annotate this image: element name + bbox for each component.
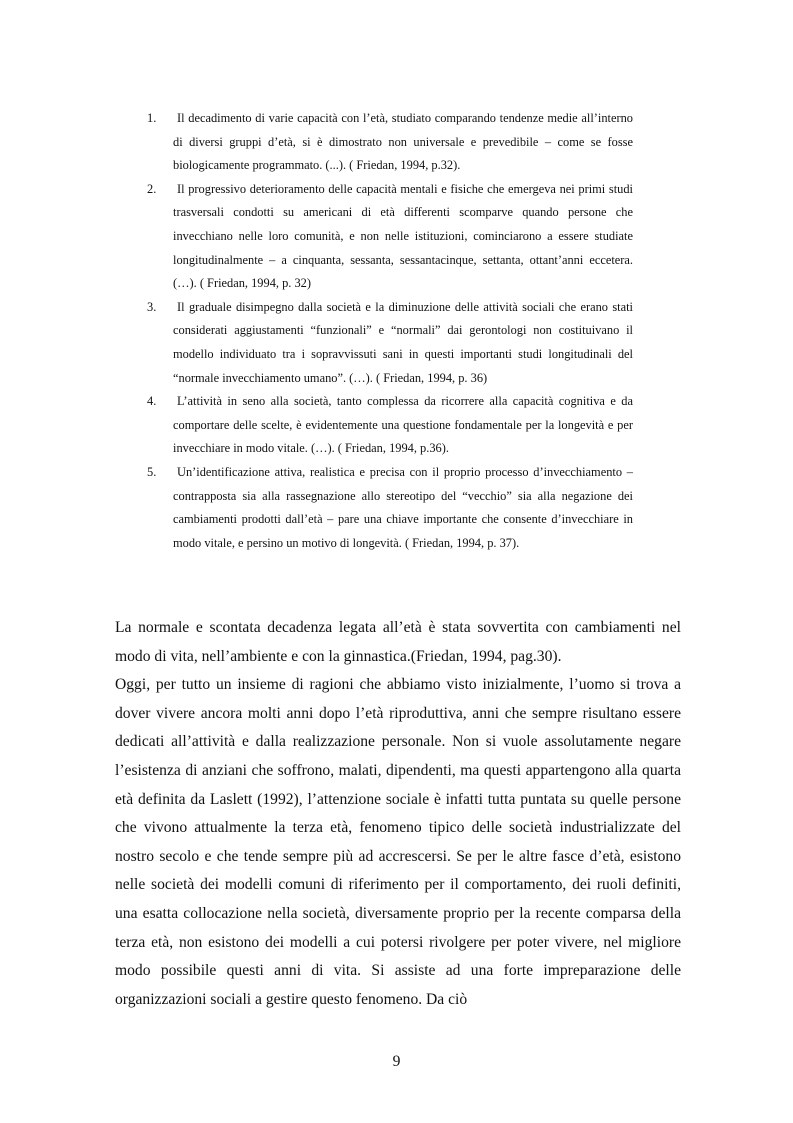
list-item-number: 2. [147,181,157,196]
list-item [147,461,633,555]
list-item-text: Il graduale disimpegno dalla società e la diminuzione delle attività sociali che erano stati considerati aggiustamenti “funzionali” e “normali” dai gerontologi non costituivano il modello individuato tra i sopravvissuti sani in questi importanti studi longitudinali del “normale invecchiamento umano”. (…). ( Friedan, 1994, p. 36) [173,299,633,385]
body-text [115,614,681,1014]
list-item [147,390,633,461]
list-item [147,107,633,178]
list-item-number: 3. [147,299,157,314]
list-item [147,296,633,390]
quotation-list [147,107,633,555]
paragraph-1: La normale e scontata decadenza legata all’età è stata sovvertita con cambiamenti nel modo di vita, nell’ambiente e con la ginnastica.(Friedan, 1994, pag.30). [115,619,681,665]
list-item-text: Il progressivo deterioramento delle capacità mentali e fisiche che emergeva nei primi studi trasversali condotti su americani di età differenti scomparve quando persone che invecchiano nelle loro comunità, e non nelle istituzioni, cominciarono a essere studiate longitudinalmente – a cinquanta, sessanta, sessantacinque, settanta, ottant’anni eccetera. (…). ( Friedan, 1994, p. 32) [173,181,633,291]
list-item-text: Il decadimento di varie capacità con l’età, studiato comparando tendenze medie all’interno di diversi gruppi d’età, si è dimostrato non universale e prevedibile – come se fosse biologicamente programmato. (...). ( Friedan, 1994, p.32). [173,111,633,173]
list-item-number: 4. [147,394,157,409]
paragraph-2: Oggi, per tutto un insieme di ragioni che abbiamo visto inizialmente, l’uomo si trova a dover vivere ancora molti anni dopo l’età riproduttiva, anni che sempre risultano essere dedicati all’attività e dalla realizzazione personale. Non si vuole assolutamente negare l’esistenza di anziani che soffrono, malati, dipendenti, ma questi appartengono alla quarta età definita da Laslett (1992), l’attenzione sociale è infatti tutta puntata su quelle persone che vivono attualmente la terza età, fenomeno tipico delle società industrializzate del nostro secolo e che tende sempre più ad accrescersi. Se per le altre fasce d’età, esistono nelle società dei modelli comuni di riferimento per il comportamento, dei ruoli definiti, una esatta collocazione nella società, diversamente proprio per la recente comparsa della terza età, non esistono dei modelli a cui potersi rivolgere per poter vivere, nel migliore modo possibile questi anni di vita. Si assiste ad una forte impreparazione delle organizzazioni sociali a gestire questo fenomeno. Da ciò [115,676,681,1008]
list-item-text: Un’identificazione attiva, realistica e precisa con il proprio processo d’invecchiamento – contrapposta sia alla rassegnazione allo stereotipo del “vecchio” sia alla negazione dei cambiamenti prodotti dall’età – pare una chiave importante che consente d’invecchiare in modo vitale, e persino un motivo di longevità. ( Friedan, 1994, p. 37). [173,464,633,550]
list-item-number: 1. [147,111,157,125]
list-item [147,178,633,296]
list-item-text: L’attività in seno alla società, tanto complessa da ricorrere alla capacità cognitiva e da comportare delle scelte, è evidentemente una questione fondamentale per la longevità e per invecchiare in modo vitale. (…). ( Friedan, 1994, p.36). [173,394,633,456]
page-number: 9 [392,1053,401,1070]
list-item-number: 5. [147,464,157,479]
